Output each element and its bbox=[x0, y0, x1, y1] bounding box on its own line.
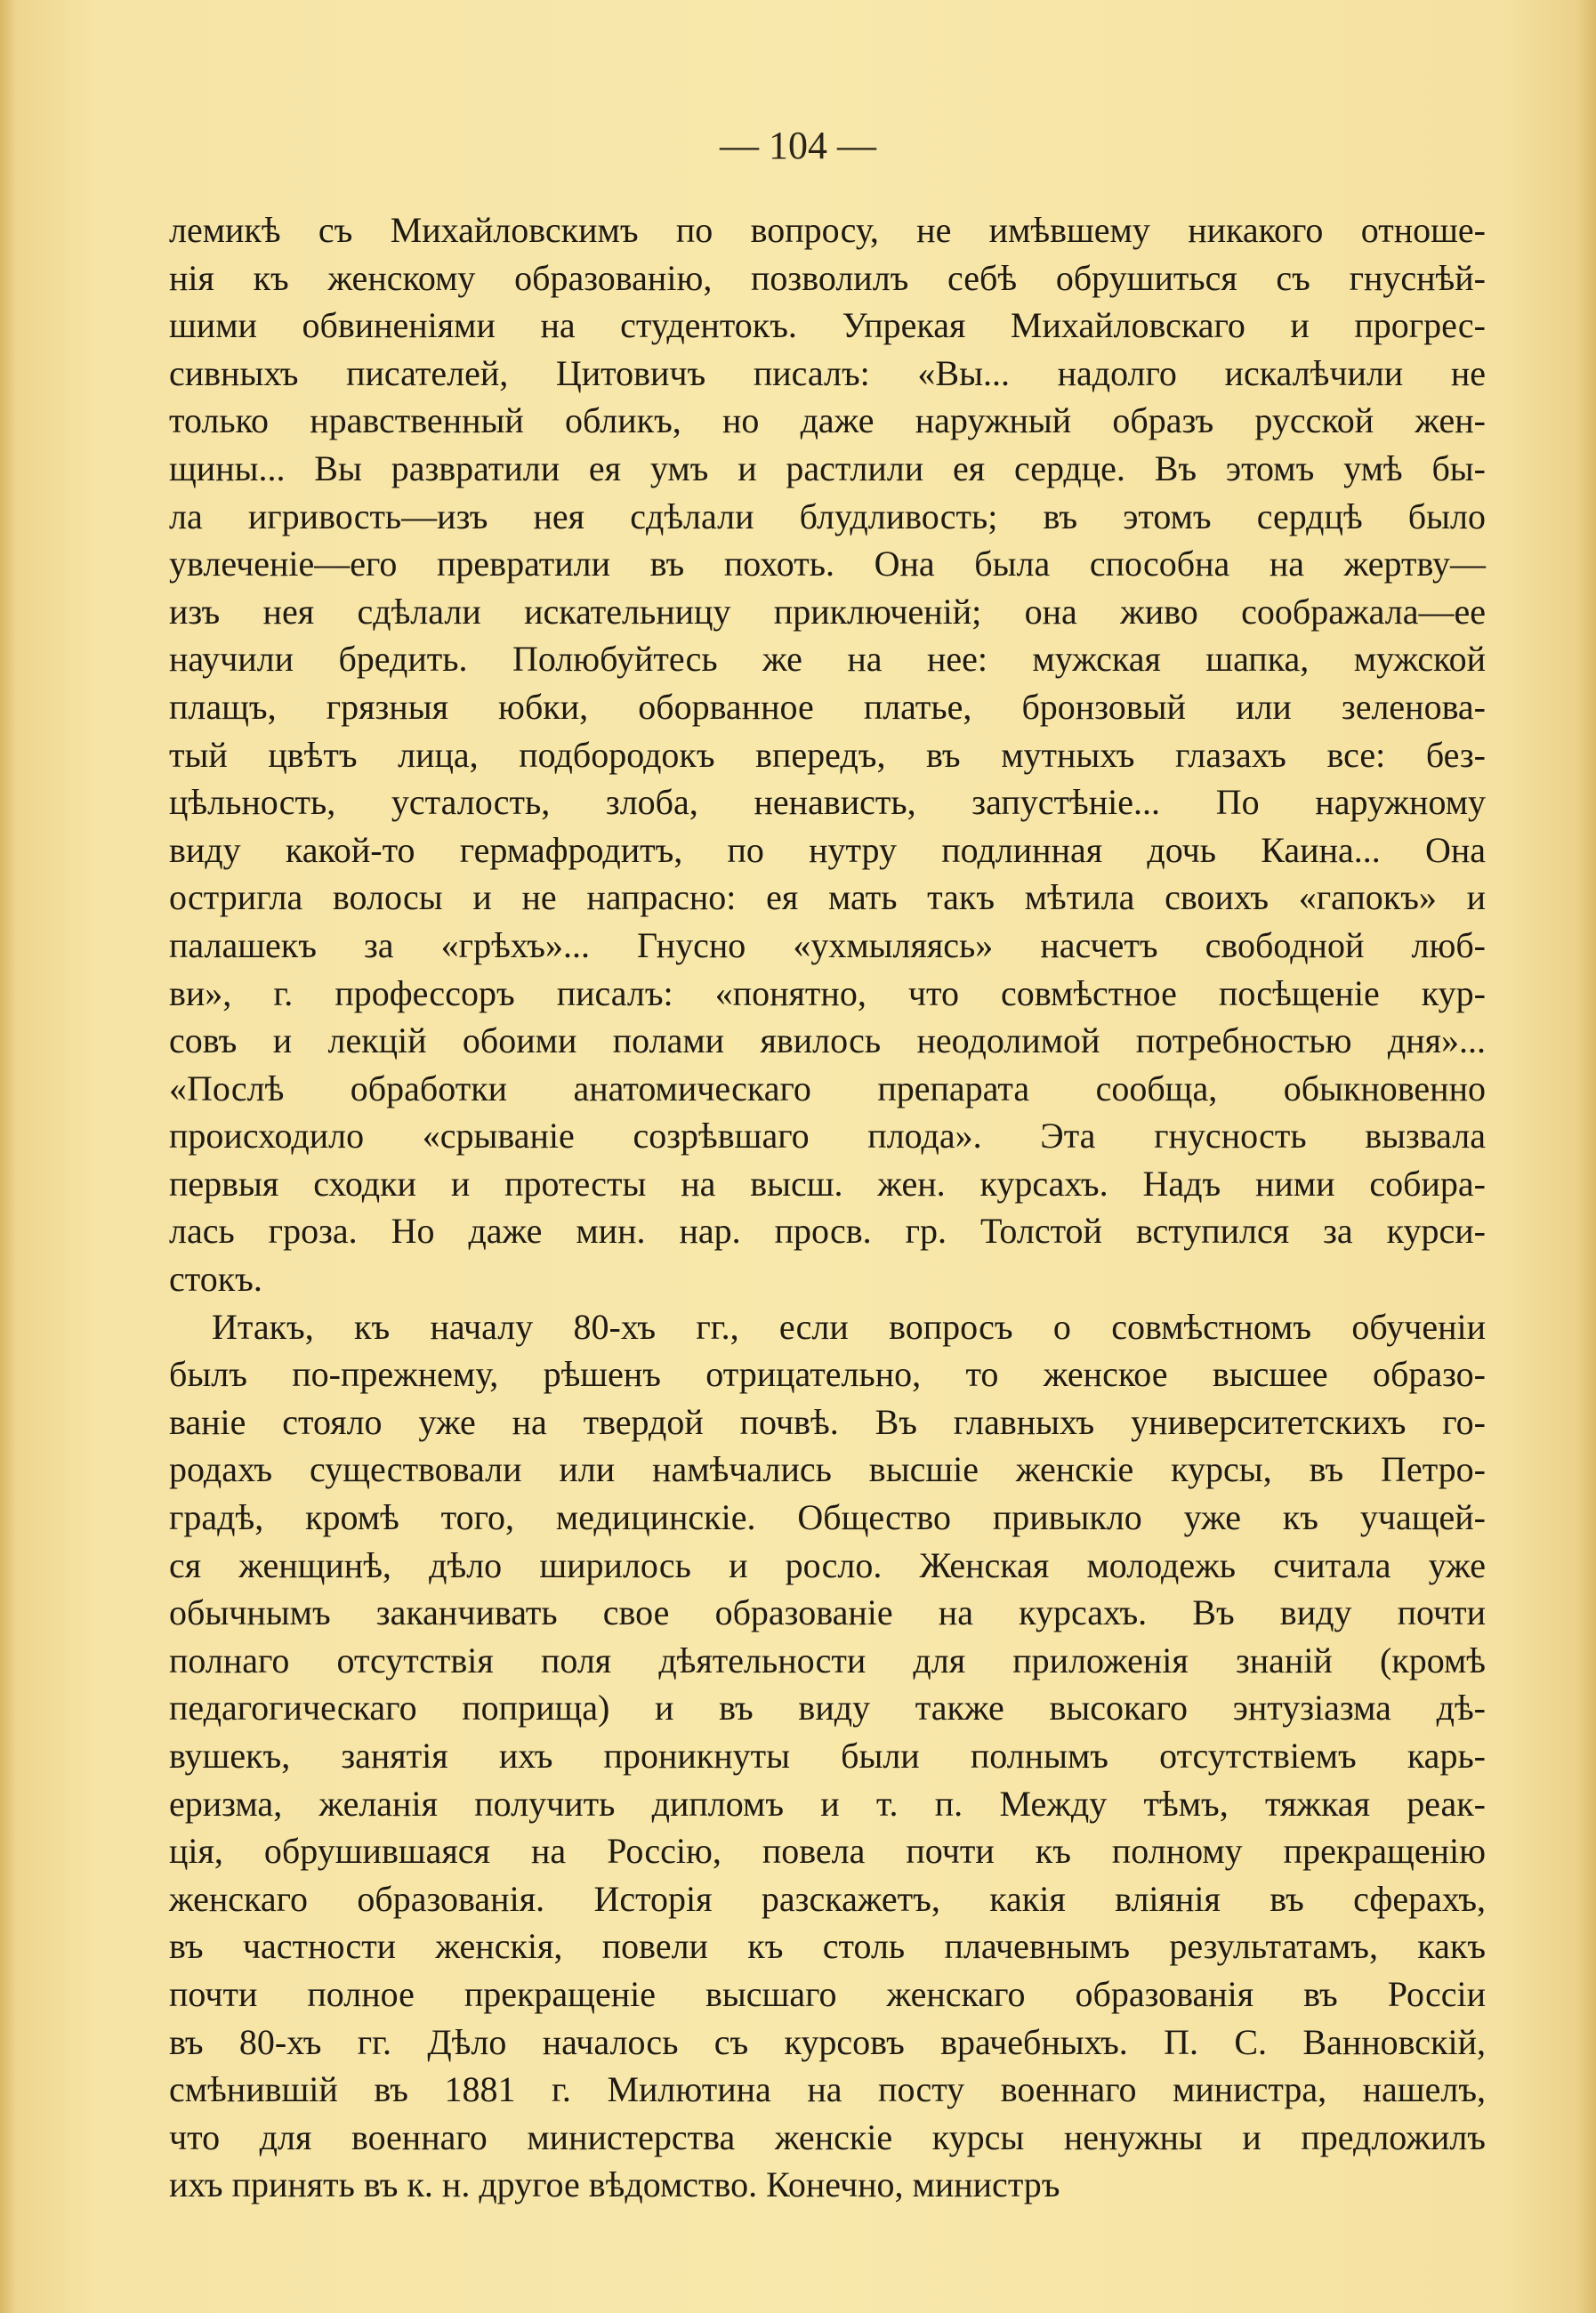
text-line: сивныхъ писателей, Цитовичъ писалъ: «Вы... надолго искалѣчили не bbox=[169, 352, 1486, 393]
page-edge-shadow-left bbox=[0, 0, 16, 2313]
text-line: виду какой-то гермафродитъ, по нутру подлинная дочь Каина... Она bbox=[169, 829, 1486, 870]
text-line: полнаго отсутствія поля дѣятельности для приложенія знаній (кромѣ bbox=[169, 1640, 1486, 1680]
text-line: женскаго образованія. Исторія разскажетъ, какія вліянія въ сферахъ, bbox=[169, 1878, 1486, 1919]
text-line: былъ по-прежнему, рѣшенъ отрицательно, то женское высшее образо- bbox=[169, 1354, 1486, 1395]
text-line: тый цвѣтъ лица, подбородокъ впередъ, въ мутныхъ глазахъ все: без- bbox=[169, 734, 1486, 775]
text-line: педагогическаго поприща) и въ виду также высокаго энтузіазма дѣ- bbox=[169, 1688, 1486, 1729]
text-line: въ частности женскія, повели къ столь плачевнымъ результатамъ, какъ bbox=[169, 1926, 1486, 1967]
text-line: въ 80-хъ гг. Дѣло началось съ курсовъ врачебныхъ. П. С. Ванновскій, bbox=[169, 2021, 1486, 2062]
text-line: Итакъ, къ началу 80-хъ гг., если вопросъ о совмѣстномъ обученіи bbox=[212, 1306, 1486, 1347]
text-line: ла игривость—изъ нея сдѣлали блудливость; въ этомъ сердцѣ было bbox=[169, 496, 1486, 536]
text-line: нія къ женскому образованію, позволилъ себѣ обрушиться съ гнуснѣй- bbox=[169, 257, 1486, 298]
text-line: обычнымъ заканчивать свое образованіе на курсахъ. Въ виду почти bbox=[169, 1592, 1486, 1633]
body-text bbox=[169, 206, 1486, 2209]
text-line: почти полное прекращеніе высшаго женскаго образованія въ Россіи bbox=[169, 1973, 1486, 2014]
text-line: шими обвиненіями на студентокъ. Упрекая Михайловскаго и прогрес- bbox=[169, 305, 1486, 346]
text-line: ви», г. профессоръ писалъ: «понятно, что совмѣстное посѣщеніе кур- bbox=[169, 972, 1486, 1013]
text-line: ція, обрушившаяся на Россію, повела почти къ полному прекращенію bbox=[169, 1831, 1486, 1872]
text-line: лась гроза. Но даже мин. нар. просв. гр. Толстой вступился за курси- bbox=[169, 1211, 1486, 1252]
text-line: остригла волосы и не напрасно: ея мать такъ мѣтила своихъ «гапокъ» и bbox=[169, 877, 1486, 918]
text-line: только нравственный обликъ, но даже наружный образъ русской жен- bbox=[169, 400, 1486, 441]
text-line: щины... Вы развратили ея умъ и растлили ея сердце. Въ этомъ умѣ бы- bbox=[169, 447, 1486, 488]
text-line: увлеченіе—его превратили въ похоть. Она была способна на жертву— bbox=[169, 544, 1486, 584]
text-line: совъ и лекцій обоими полами явилось неодолимой потребностью дня»... bbox=[169, 1020, 1486, 1061]
paragraph bbox=[169, 1303, 1486, 2209]
text-line: смѣнившій въ 1881 г. Милютина на посту военнаго министра, нашелъ, bbox=[169, 2069, 1486, 2110]
text-line: цѣльность, усталость, злоба, ненависть, запустѣніе... По наружному bbox=[169, 782, 1486, 823]
text-line: вушекъ, занятія ихъ проникнуты были полнымъ отсутствіемъ карь- bbox=[169, 1736, 1486, 1776]
text-line: ваніе стояло уже на твердой почвѣ. Въ главныхъ университетскихъ го- bbox=[169, 1401, 1486, 1442]
text-line: градѣ, кромѣ того, медицинскіе. Общество привыкло уже къ учащей- bbox=[169, 1497, 1486, 1538]
text-line: лемикѣ съ Михайловскимъ по вопросу, не имѣвшему никакого отноше- bbox=[169, 210, 1486, 250]
text-line: ихъ принять въ к. н. другое вѣдомство. Конечно, министръ bbox=[169, 2164, 1060, 2205]
text-line: научили бредить. Полюбуйтесь же на нее: мужская шапка, мужской bbox=[169, 639, 1486, 680]
text-line: стокъ. bbox=[169, 1259, 262, 1300]
text-line: родахъ существовали или намѣчались высшіе женскіе курсы, въ Петро- bbox=[169, 1449, 1486, 1490]
text-line: «Послѣ обработки анатомическаго препарата сообща, обыкновенно bbox=[169, 1068, 1486, 1108]
text-line: палашекъ за «грѣхъ»... Гнусно «ухмыляясь» насчетъ свободной люб- bbox=[169, 924, 1486, 965]
text-line: происходило «срываніе созрѣвшаго плода». Эта гнусность вызвала bbox=[169, 1116, 1486, 1156]
text-line: что для военнаго министерства женскіе курсы ненужны и предложилъ bbox=[169, 2116, 1486, 2157]
text-line: плащъ, грязныя юбки, оборванное платье, бронзовый или зеленова- bbox=[169, 686, 1486, 727]
text-line: ся женщинѣ, дѣло ширилось и росло. Женская молодежь считала уже bbox=[169, 1544, 1486, 1585]
page-edge-shadow-right bbox=[1576, 0, 1596, 2313]
text-line: изъ нея сдѣлали искательницу приключеній; она живо соображала—ее bbox=[169, 591, 1486, 632]
text-line: первыя сходки и протесты на высш. жен. курсахъ. Надъ ними собира- bbox=[169, 1163, 1486, 1204]
text-line: еризма, желанія получить дипломъ и т. п. Между тѣмъ, тяжкая реак- bbox=[169, 1783, 1486, 1824]
page-number: — 104 — bbox=[720, 124, 876, 167]
paragraph bbox=[169, 206, 1486, 1303]
